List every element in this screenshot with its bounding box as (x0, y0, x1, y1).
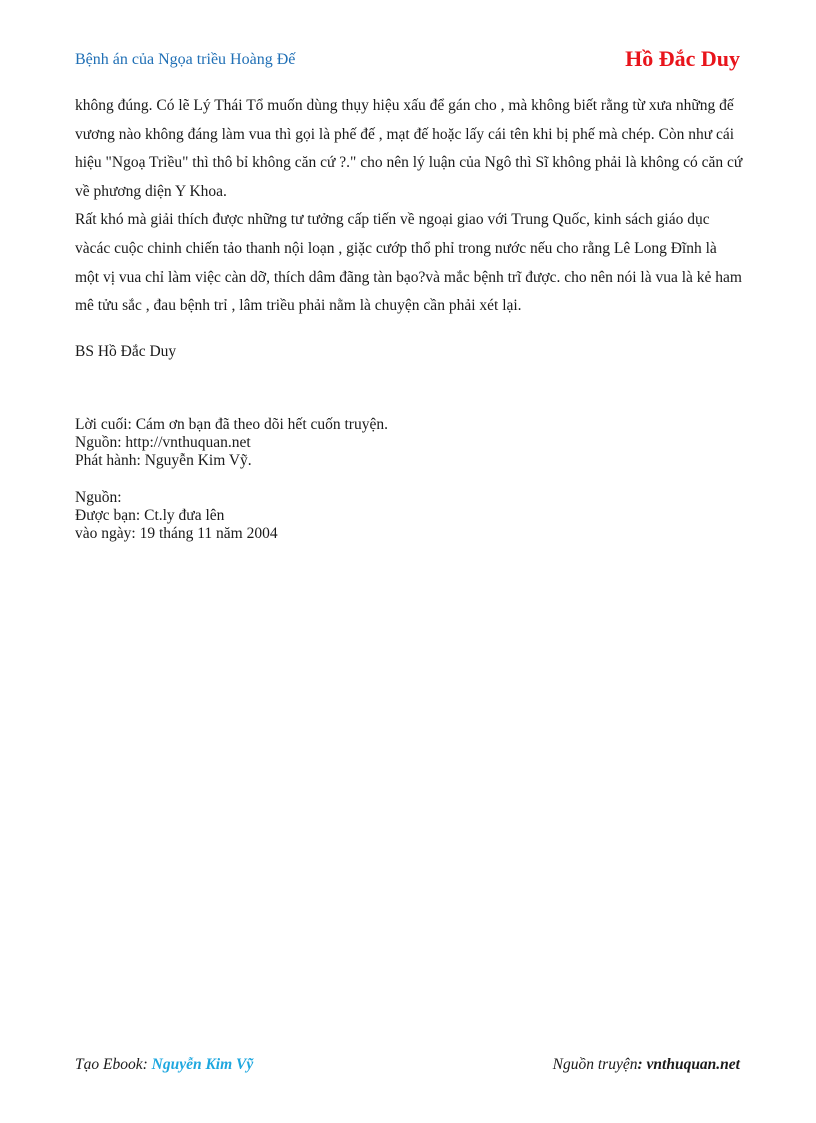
paragraph-2: Rất khó mà giải thích được những tư tưởng cấp tiến về ngoại giao với Trung Quốc, kinh sách giáo dục vàcác cuộc chinh chiến tảo thanh nội loạn , giặc cướp thổ phỉ trong nước nếu cho rằng Lê Long Đĩnh là một vị vua chỉ làm việc càn dỡ, thích dâm đãng tàn bạo?và mắc bệnh trĩ được. cho nên nói là vua là kẻ ham mê tửu sắc , đau bệnh trỉ , lâm triều phải nằm là chuyện cần phải xét lại. (75, 211, 742, 315)
body-text (75, 92, 743, 321)
closing-source-label: Nguồn: (75, 489, 122, 506)
footer-ebook-name: Nguyễn Kim Vỹ (151, 1056, 254, 1073)
signature: BS Hồ Đắc Duy (75, 343, 177, 360)
footer-ebook-label: Tạo Ebook (75, 1056, 143, 1073)
closing-spacer (75, 470, 388, 489)
closing-uploader: Được bạn: Ct.ly đưa lên (75, 507, 225, 524)
closing-date: vào ngày: 19 tháng 11 năm 2004 (75, 525, 278, 542)
paragraph-1: không đúng. Có lẽ Lý Thái Tổ muốn dùng thụy hiệu xấu để gán cho , mà không biết rằng từ xưa những đế vương nào không đáng làm vua thì gọi là phế đế , mạt đế hoặc lấy cái tên khi bị phế mà chép. Còn như cái hiệu "Ngoạ Triều" thì thô bỉ không căn cứ ?." cho nên lý luận của Ngô thì Sĩ không phải là không có căn cứ về phương diện Y Khoa. (75, 97, 743, 200)
page-header-title: Bệnh án của Ngọa triều Hoàng Đế (75, 51, 296, 68)
footer-ebook-separator: : (142, 1056, 152, 1073)
footer-ebook-credit (75, 1056, 253, 1074)
footer-source-label: Nguồn truyện (552, 1056, 638, 1073)
closing-thanks: Lời cuối: Cám ơn bạn đã theo dõi hết cuốn truyện. (75, 416, 388, 433)
closing-source-url: Nguồn: http://vnthuquan.net (75, 434, 251, 451)
closing-publisher: Phát hành: Nguyễn Kim Vỹ. (75, 452, 252, 469)
footer-source-site: vnthuquan.net (646, 1056, 740, 1073)
closing-notes (75, 416, 388, 543)
page-header-author: Hồ Đắc Duy (625, 46, 740, 71)
footer-source-credit (553, 1056, 740, 1074)
footer-source-separator: : (637, 1056, 647, 1073)
